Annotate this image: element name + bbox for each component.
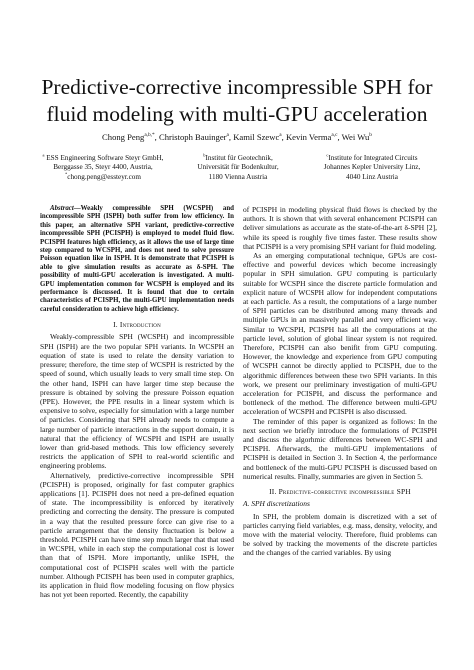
author-superscript: b: [369, 132, 372, 139]
author-name: Kevin Verma: [285, 132, 332, 142]
affiliation-line: Universität für Bodenkultur,: [197, 163, 279, 172]
subsection-heading-sph-discretizations: A. SPH discretizations: [243, 499, 310, 509]
paragraph: As an emerging computational technique, GPUs are cost-effective and powerful devices which become increasingly popular in SPH simulation. GPU computing is particularly suitable for WCSPH since the discrete particle formulation and explicit nature of WCSPH allow for independent computations at each particle. As a result, the computations of a large number of SPH particles can be distributed among many threads and multiple GPUs in an massively parallel and very efficient way. Similar to WCSPH, PCISPH has all the computations at the particle level, solution of global linear system is not required. Therefore, PCISPH can also benifit from GPU computing. However, the knowledge and experience from GPU computing of WCSPH cannot be directly applied to PCISPH, due to the algorithmic differences between these two SPH variants. In this work, we present our preliminary investigation of multi-GPU acceleration for PCISPH, and discuss the performance and bottleneck of the method. The difference between multi-GPU acceleration of WCSPH and PCISPH is also discussed.: [243, 251, 437, 417]
affiliation-c: [308, 154, 436, 182]
author-superscript: a: [279, 132, 282, 139]
affiliation-superscript: b: [203, 152, 206, 158]
author-name: Kamil Szewc: [233, 132, 280, 142]
author-name: Christoph Bauinger: [158, 132, 227, 142]
abstract: [40, 205, 234, 314]
affiliation-line: 4040 Linz Austria: [346, 172, 398, 181]
paragraph: of PCISPH in modeling physical fluid flows is checked by the authors. It is shown that with several enhancement PCISPH can deliver simulations as accurate as the state-of-the-art δ-SPH [2], while its speed is roughly five times faster. These results show that PCISPH is a very promising SPH variant for fluid modeling.: [243, 205, 437, 251]
abstract-lead: Abstract: [50, 205, 74, 212]
affiliation-line: Johannes Kepler University Linz,: [323, 163, 421, 172]
author-superscript: a,c: [331, 132, 338, 139]
paragraph: Alternatively, predictive-corrective incompressible SPH (PCISPH) is proposed, originally for fast computer graphics applications [1]. PCISPH does not need a pre-defined equation of state. The incompressibility is enforced by iteratively predicting and correcting the density. The pressure is computed in a way that the resulted pressure force can give rise to a particle arrangement that the density fluctuation is below a threshold. PCISPH can have time step much larger that that used in WCSPH, while in each step the computational cost is lower than that of ISPH. More importantly, unlike ISPH, the computational cost of PCISPH scales well with the particle number. Although PCISPH has been used in computer graphics, its application in fluid flow modeling focusing on flow physics has not yet been reported. Recently, the capability: [40, 470, 234, 600]
author-name: Chong Peng: [102, 132, 145, 142]
right-column: [243, 205, 437, 558]
left-column: [40, 205, 234, 599]
author-superscript: a: [226, 132, 229, 139]
author-name: Wei Wu: [341, 132, 370, 142]
affiliation-b: [176, 154, 300, 182]
paper-title: Predictive-corrective incompressible SPH for fluid modeling with multi-GPU acceleration: [41, 75, 433, 126]
paragraph: In SPH, the problem domain is discretized with a set of particles carrying field variables, e.g. mass, density, velocity, and move with the material velocity. Therefore, fluid problems can be solved by tracking the movements of the discrete particles and the changes of the carried variables. By using: [243, 511, 437, 558]
author-line: Chong Peng$^{a,b,*}$, Christoph Bauinger$^a$, Kamil Szewc$^a$, Kevin Verma$^{a,c}$, Wei Wu$^b$: [102, 132, 372, 142]
affiliation-line: ESS Engineering Software Steyr GmbH,: [46, 154, 164, 162]
affiliation-superscript: a: [42, 152, 45, 158]
email-address: chong.peng@essteyr.com: [67, 172, 141, 181]
email-superscript: *: [65, 171, 68, 177]
affiliation-line: 1180 Vienna Austria: [208, 172, 268, 181]
affiliation-line: Institute for Integrated Circuits: [328, 154, 418, 162]
abstract-text: —Weakly compressible SPH (WCSPH) and incompressible SPH (ISPH) both suffer from low efficiency. In this paper, an alternative SPH variant, predictive-corrective incompressible SPH (PCISPH) is employed to model fluid flow. PCISPH features high efficiency, as it allows the use of large time step compared to WCSPH, and does not need to solve pressure Poisson equation like in ISPH. It is demonstrate that PCISPH is able to give simulation results as accurate as δ-SPH. The possibility of multi-GPU acceleration is investigated. A multi-GPU implementation common for WCSPH is employed and its performance is discussed. It is found that due to certain characteristics of PCISPH, the multi-GPU implementation needs careful consideration to achieve high efficiency.: [40, 205, 234, 313]
paragraph: Weakly-compressible SPH (WCSPH) and incompressible SPH (ISPH) are the two popular SPH variants. In WCSPH an equation of state is used to relate the density variation to pressure; therefore, the time step of WCSPH is restricted by the speed of sound, which usually leads to very small time step. On the other hand, ISPH can have larger time step because the pressure is obtained by solving the pressure Poisson equation (PPE). However, the PPE results in a linear system which is expensive to solve, especially for simulation with a large number of particles. Considering that SPH already needs to compute a large number of particle interactions in the support domain, it is natural that the efficiency of WCSPH and ISPH are usually lower than grid-based methods. This low efficiency severely restricts the application of SPH to real-world scientific and engineering problems.: [40, 332, 234, 471]
affiliation-a: [38, 154, 168, 182]
affiliation-superscript: c: [326, 152, 329, 158]
paragraph: The reminder of this paper is organized as follows: In the next section we briefly introduce the formulations of PCISPH and discuss the algorhmic differences between WC-SPH and PCISPH. Afterwards, the multi-GPU implementations of PCISPH is detailed in Section 3. In Section 4, the performance and bottleneck of the multi-GPU PCISPH is discussed based on numerical results. Finally, summaries are given in Section 5.: [243, 416, 437, 481]
author-superscript: a,b,*: [144, 132, 155, 139]
section-heading-introduction: I. Introduction: [113, 320, 161, 330]
affiliation-line: Berggasse 35, Steyr 4400, Austria,: [53, 163, 153, 172]
affiliation-line: Institut für Geotechnik,: [205, 154, 273, 162]
section-heading-pcisph: II. Predictive-corrective incompressible SPH: [269, 487, 411, 497]
